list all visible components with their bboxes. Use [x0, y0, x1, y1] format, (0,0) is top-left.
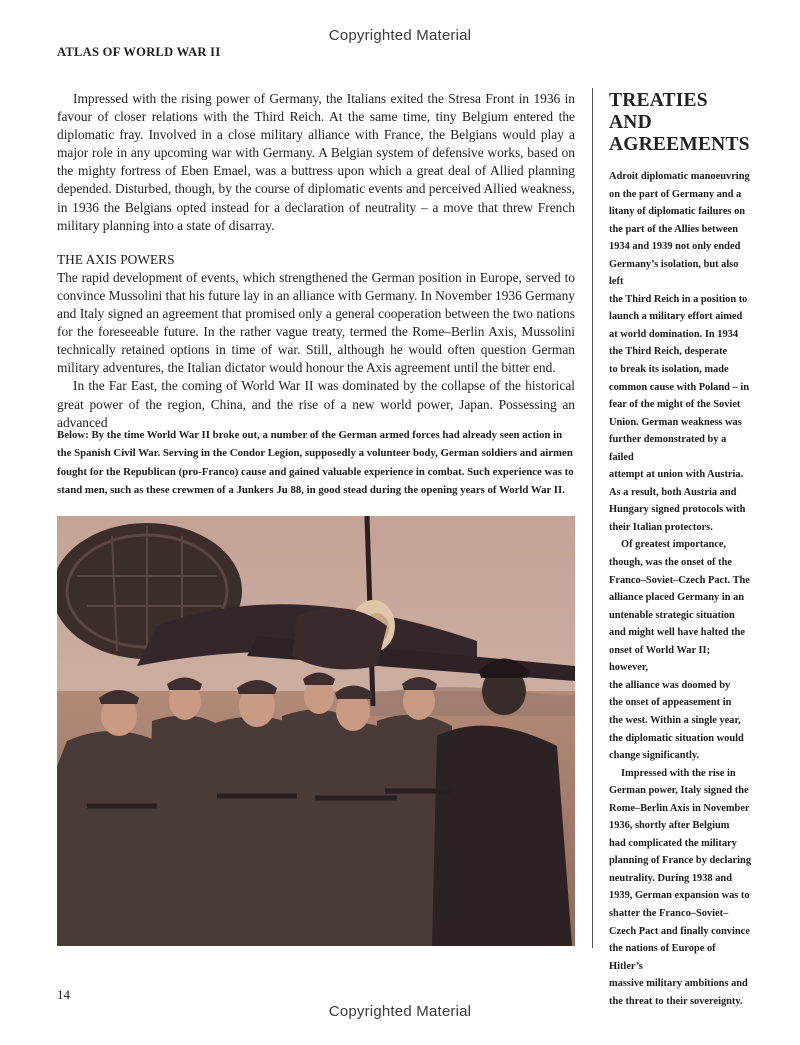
- sidebar-paragraph: Impressed with the rise in German power, Italy signed the Rome–Berlin Axis in November 1936, shortly after Belgium had complicated the military planning of France by declaring neutrality. During 1938 and 1939, German expansion was to shatter the Franco–Soviet– Czech Pact and finally convince the nations of Europe of Hitler’s massive military ambitions and the threat to their sovereignty.: [609, 767, 752, 1007]
- sidebar-paragraph: Of greatest importance, though, was the onset of the Franco–Soviet–Czech Pact. The alliance placed Germany in an untenable strategic situation and might well have halted the onset of World War II; however, the alliance was doomed by the onset of appeasement in the west. Within a single year, the diplomatic situation would change significantly.: [609, 539, 750, 762]
- body-paragraph: Impressed with the rising power of Germany, the Italians exited the Stresa Front in 1936 in favour of closer relations with the Third Reich. At the same time, tiny Belgium entered the diplomatic fray. Involved in a close military alliance with France, the Belgians would play a major role in any upcoming war with Germany. A Belgian system of defensive works, based on the mighty fortress of Eben Emael, was a buttress upon which a great deal of Allied planning depended. Disturbed, though, by the course of diplomatic events and perceived Allied weakness, in 1936 the Belgians opted instead for a declaration of neutrality – a move that threw French military planning into a state of disarray.: [57, 91, 575, 233]
- page-number: 14: [57, 987, 70, 1002]
- running-head: ATLAS OF WORLD WAR II: [57, 45, 221, 59]
- photo-caption: Below: By the time World War II broke out, a number of the German armed forces had already seen action in the Spanish Civil War. Serving in the Condor Legion, supposedly a volunteer body, German soldiers and airmen fought for the Republican (pro-Franco) cause and gained valuable experience in combat. Such experience was to stand men, such as these crewmen of a Junkers Ju 88, in good stead during the opening years of World War II.: [57, 429, 574, 496]
- sidebar-divider: [592, 88, 593, 948]
- copyright-watermark-bottom: Copyrighted Material: [328, 1003, 472, 1020]
- copyright-watermark-top: Copyrighted Material: [328, 27, 472, 44]
- section-heading: THE AXIS POWERS: [57, 251, 175, 267]
- sidebar-box: [609, 90, 751, 1010]
- sidebar-title: TREATIES AND AGREEMENTS: [609, 90, 750, 155]
- sidebar-paragraph: Adroit diplomatic manoeuvring on the part of Germany and a litany of diplomatic failures on the part of the Allies between 1934 and 1939 not only ended Germany’s isolation, but also left the Third Reich in a position to launch a military effort aimed at world domination. In 1934 the Third Reich, desperate to break its isolation, made common cause with Poland – in fear of the might of the Soviet Union. German weakness was further demonstrated by a failed attempt at union with Austria. As a result, both Austria and Hungary signed protocols with their Italian protectors.: [609, 171, 750, 533]
- body-paragraph: In the Far East, the coming of World War II was dominated by the collapse of the historical great power of the region, China, and the rise of a new world power, Japan. Possessing an advanced: [57, 378, 575, 430]
- body-paragraph: The rapid development of events, which strengthened the German position in Europe, served to convince Mussolini that his future lay in an alliance with Germany. In November 1936 Germany and Italy signed an agreement that promised only a general cooperation between the two nations for the foreseeable future. In the rather vague treaty, termed the Rome–Berlin Axis, Mussolini technically retained options in time of war. Still, although he would often question German military adventures, the Italian dictator would honour the Axis agreement until the bitter end.: [57, 269, 575, 376]
- main-text-column: [57, 90, 575, 432]
- photo-junkers-crew: [57, 516, 575, 946]
